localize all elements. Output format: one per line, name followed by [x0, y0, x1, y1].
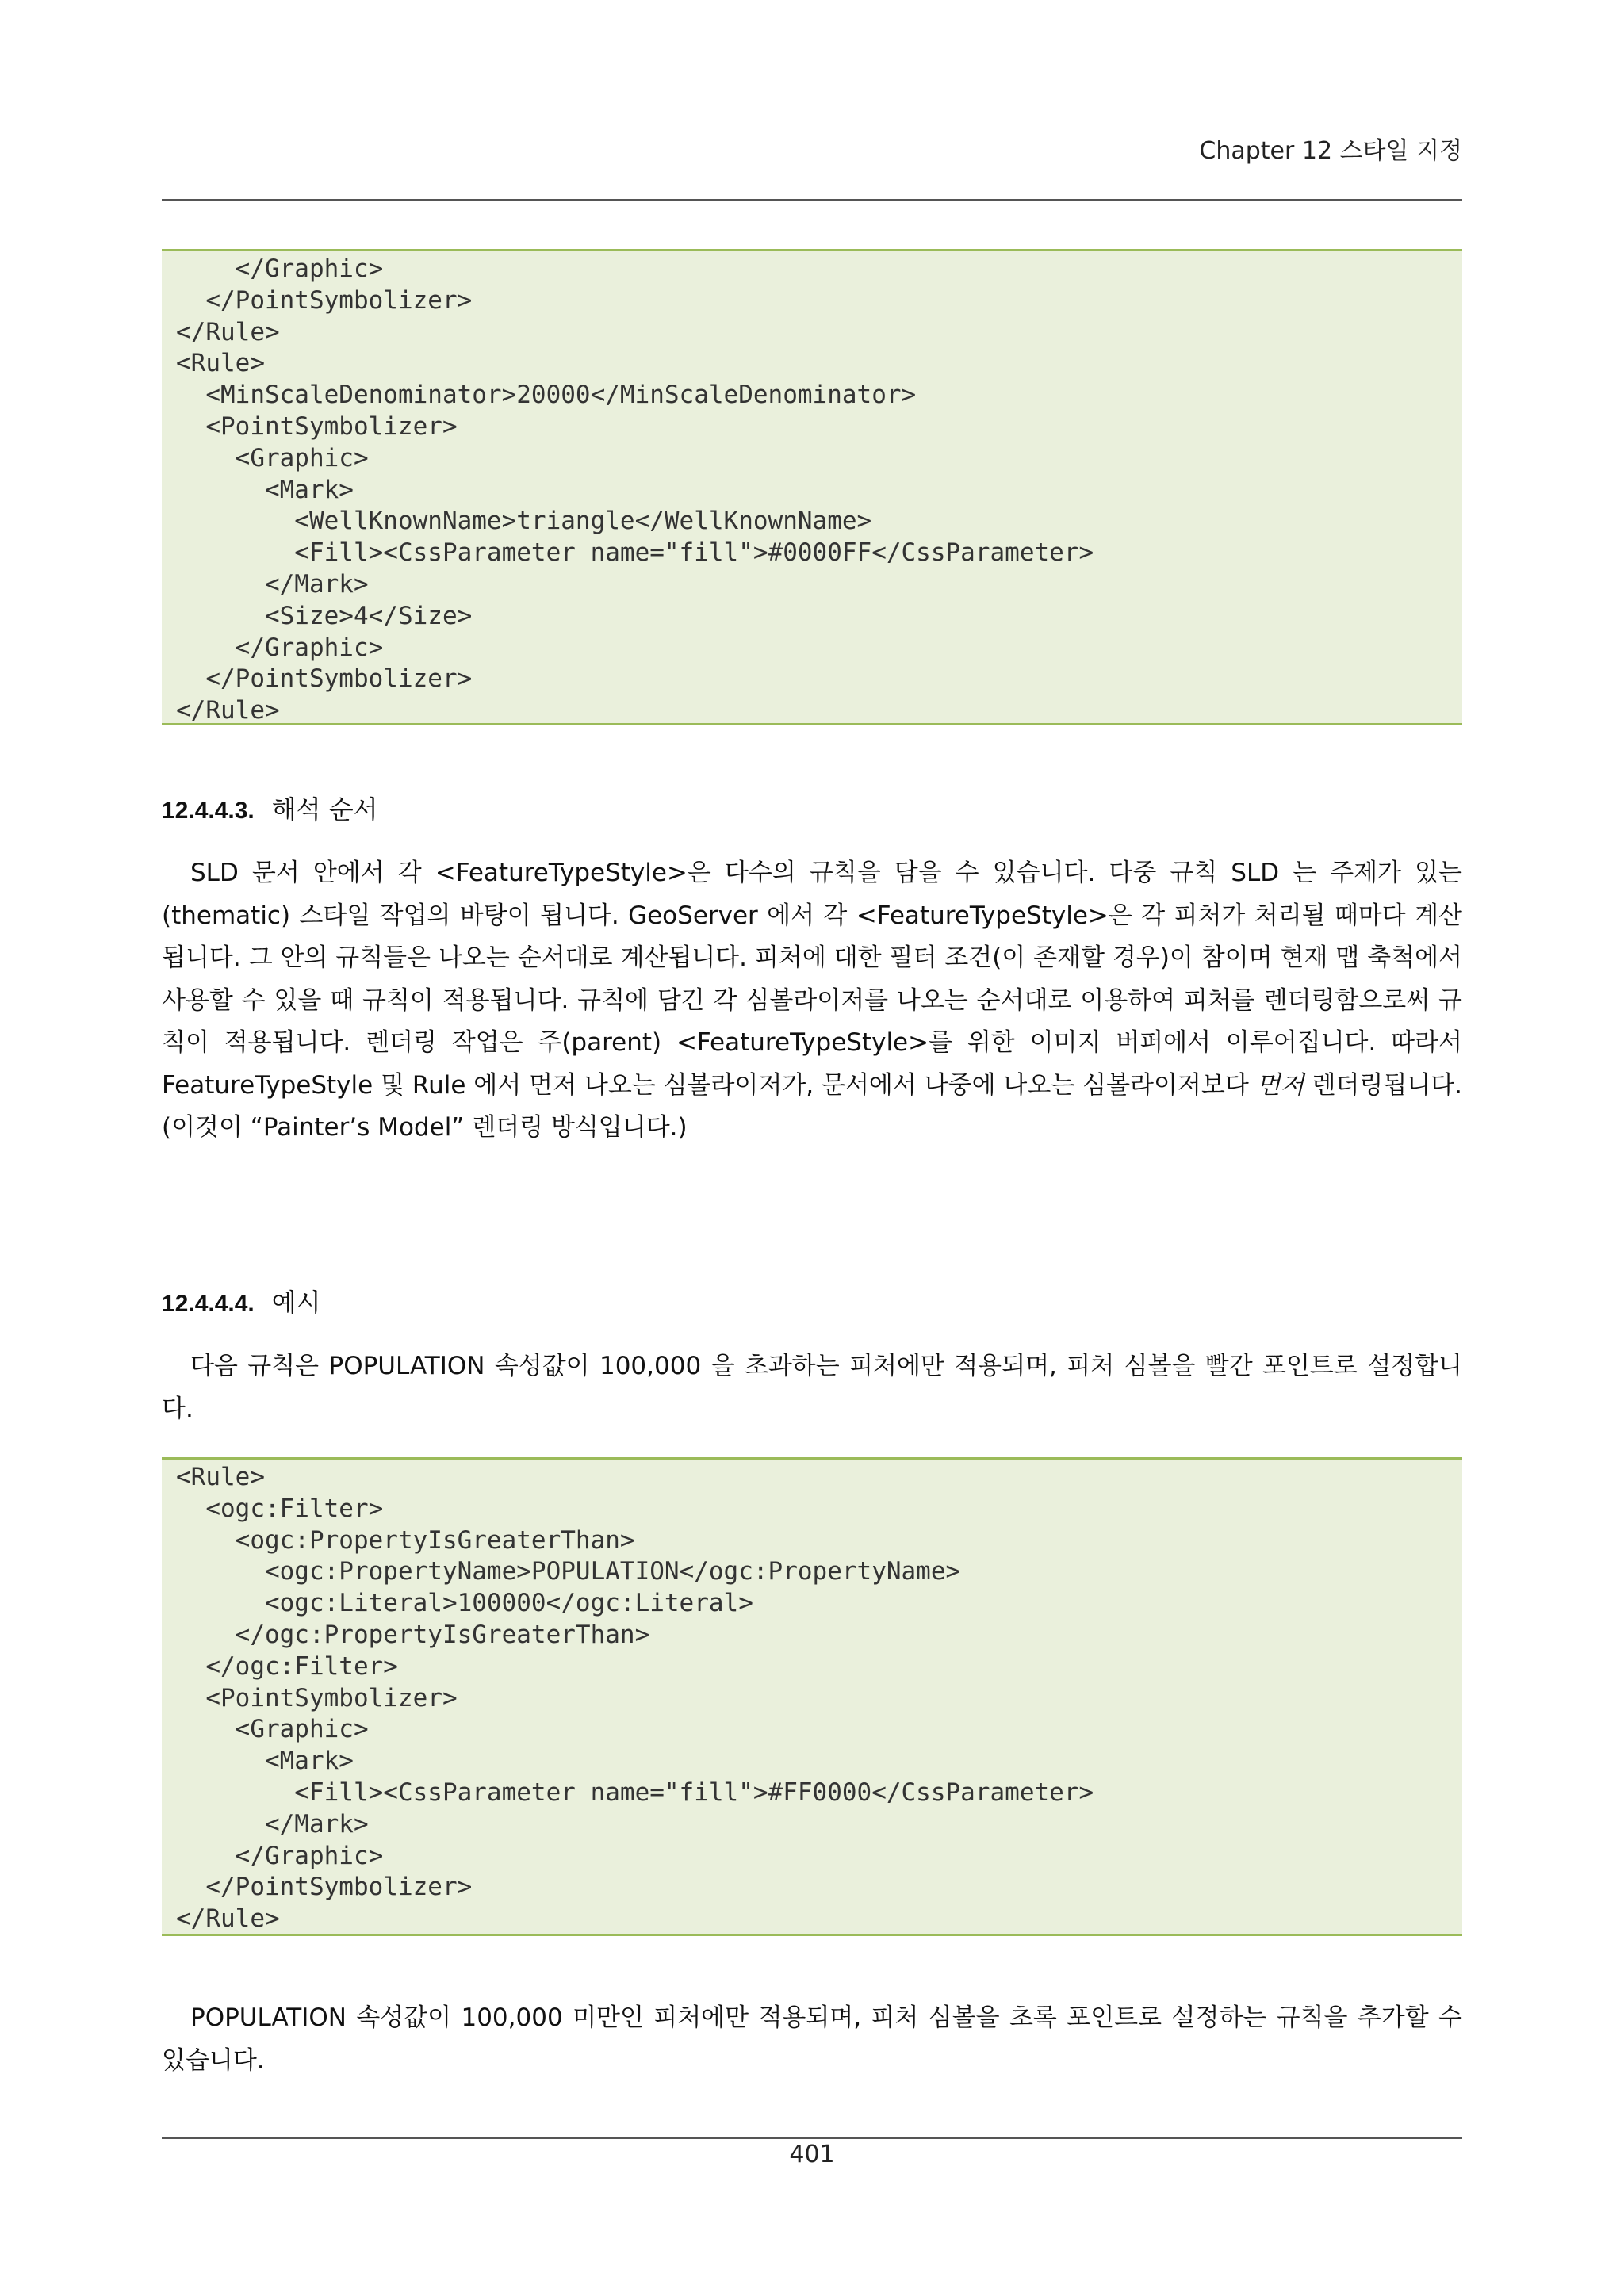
- paragraph-1-italic: 먼저: [1256, 1070, 1304, 1100]
- paragraph-2: [162, 1345, 1462, 1430]
- code-line: </Mark>: [176, 569, 369, 599]
- code-line: <Graphic>: [176, 443, 369, 473]
- section-title: 해석 순서: [271, 794, 378, 825]
- code-line: </Graphic>: [176, 254, 384, 283]
- code-line: <ogc:PropertyIsGreaterThan>: [176, 1525, 635, 1555]
- code-block-1: [162, 249, 1462, 725]
- section-heading-2: [162, 1283, 321, 1319]
- paragraph-1-tail: 렌더링됩니다. (이것이 “Painter’s Model” 렌더링 방식입니다.): [162, 1070, 1462, 1142]
- code-line: <Rule>: [176, 349, 265, 378]
- paragraph-1: [162, 852, 1462, 1150]
- document-page: [162, 0, 1462, 2296]
- code-line: </Rule>: [176, 317, 280, 346]
- footer-divider: [162, 2137, 1462, 2139]
- code-line: <ogc:PropertyName>POPULATION</ogc:PropertyName>: [176, 1557, 961, 1586]
- running-header: Chapter 12 스타일 지정: [1199, 137, 1462, 165]
- code-line: </Graphic>: [176, 633, 384, 662]
- header-divider: [162, 199, 1462, 201]
- code-line: <PointSymbolizer>: [176, 411, 458, 441]
- code-line: </Graphic>: [176, 1841, 384, 1870]
- code-line: <WellKnownName>triangle</WellKnownName>: [176, 507, 872, 536]
- code-line: <Rule>: [176, 1463, 265, 1491]
- paragraph-3: [162, 1997, 1462, 2082]
- code-line: <Size>4</Size>: [176, 601, 473, 630]
- code-line: </PointSymbolizer>: [176, 1873, 473, 1902]
- code-line: </Mark>: [176, 1809, 369, 1839]
- code-line: <MinScaleDenominator>20000</MinScaleDenominator>: [176, 381, 917, 410]
- code-line: <Graphic>: [176, 1715, 369, 1744]
- section-title: 예시: [271, 1288, 321, 1318]
- page-number: 401: [789, 2141, 835, 2168]
- code-line: <Fill><CssParameter name="fill">#FF0000</CssParameter>: [176, 1777, 1094, 1807]
- code-line: </PointSymbolizer>: [176, 664, 473, 694]
- code-line: <ogc:Filter>: [176, 1494, 384, 1523]
- code-line: <PointSymbolizer>: [176, 1683, 458, 1712]
- section-number: 12.4.4.4.: [162, 1291, 255, 1317]
- section-number: 12.4.4.3.: [162, 798, 255, 824]
- paragraph-3-text: POPULATION 속성값이 100,000 미만인 피처에만 적용되며, 피처 심볼을 초록 포인트로 설정하는 규칙을 추가할 수 있습니다.: [162, 2003, 1462, 2075]
- code-line: </Rule>: [176, 696, 280, 725]
- code-line: <Mark>: [176, 475, 354, 504]
- paragraph-1-text: SLD 문서 안에서 각 <FeatureTypeStyle>은 다수의 규칙을 담을 수 있습니다. 다중 규칙 SLD 는 주제가 있는(thematic) 스타일 작업의 바탕이 됩니다. GeoServer 에서 각 <FeatureTypeStyle>은 각 피처가 처리될 때마다 계산됩니다. 그 안의 규칙들은 나오는 순서대로 계산됩니다. 피처에 대한 필터 조건(이 존재할 경우)이 참이며 현재 맵 축척에서 사용할 수 있을 때 규칙이 적용됩니다. 규칙에 담긴 각 심볼라이저를 나오는 순서대로 이용하여 피처를 렌더링함으로써 규칙이 적용됩니다. 렌더링 작업은 주(parent) <FeatureTypeStyle>를 위한 이미지 버퍼에서 이루어집니다. 따라서 FeatureTypeStyle 및 Rule 에서 먼저 나오는 심볼라이저가, 문서에서 나중에 나오는 심볼라이저보다: [162, 859, 1462, 1100]
- code-line: </Rule>: [176, 1904, 280, 1934]
- code-line: <Fill><CssParameter name="fill">#0000FF</CssParameter>: [176, 538, 1094, 568]
- code-line: </ogc:Filter>: [176, 1651, 398, 1681]
- code-line: </PointSymbolizer>: [176, 285, 473, 315]
- code-block-2: [162, 1457, 1462, 1936]
- section-heading-1: [162, 790, 378, 826]
- code-line: <ogc:Literal>100000</ogc:Literal>: [176, 1589, 753, 1618]
- code-line: <Mark>: [176, 1747, 354, 1776]
- paragraph-2-text: 다음 규칙은 POPULATION 속성값이 100,000 을 초과하는 피처에만 적용되며, 피처 심볼을 빨간 포인트로 설정합니다.: [162, 1352, 1462, 1423]
- code-line: </ogc:PropertyIsGreaterThan>: [176, 1620, 650, 1649]
